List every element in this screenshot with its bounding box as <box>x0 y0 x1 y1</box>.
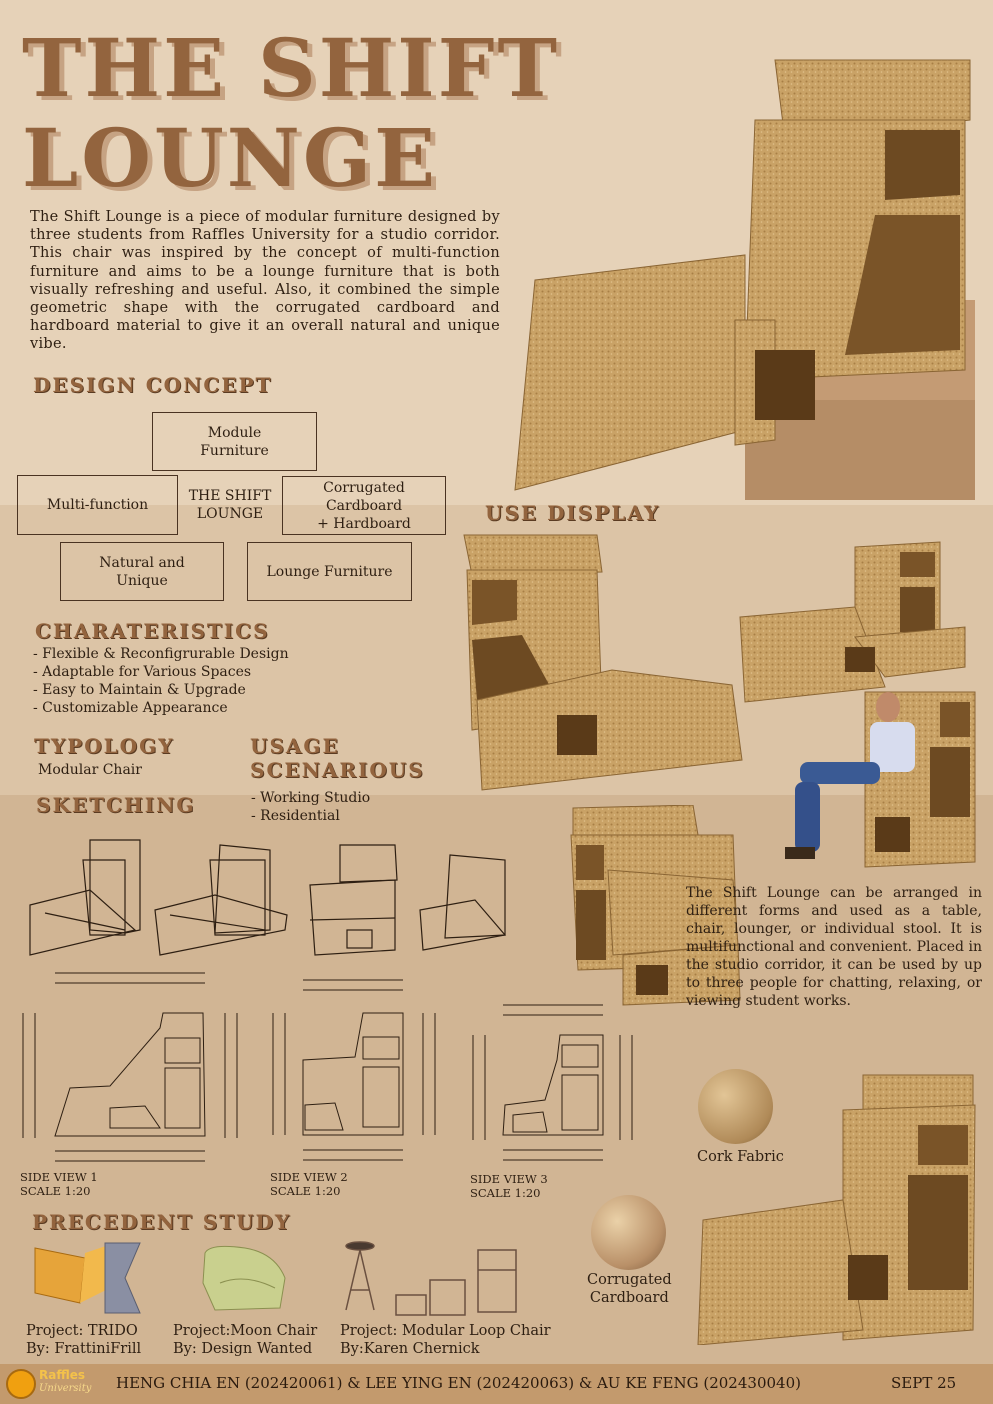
concept-box-module: Module Furniture <box>152 412 317 471</box>
title-line-2: LOUNGE <box>22 111 439 205</box>
typology-heading: TYPOLOGY <box>34 734 175 758</box>
characteristics-heading: CHARATERISTICS <box>35 619 270 643</box>
concept-center: THE SHIFT LOUNGE <box>188 488 272 522</box>
characteristic-item: - Adaptable for Various Spaces <box>33 664 252 680</box>
side-view-3-label: SIDE VIEW 3 SCALE 1:20 <box>470 1172 548 1200</box>
logo-name: Raffles <box>39 1368 86 1382</box>
cork-fabric-label: Cork Fabric <box>697 1149 784 1165</box>
footer-authors: HENG CHIA EN (202420061) & LEE YING EN (202420063) & AU KE FENG (202430040) <box>116 1374 801 1392</box>
precedent-item-1: Project: TRIDO By: FrattiniFrill <box>26 1323 142 1357</box>
characteristics-list <box>33 645 289 717</box>
characteristic-item: - Customizable Appearance <box>33 700 228 716</box>
usage-heading-line-2: SCENARIOUS <box>250 758 425 782</box>
side-view-2-label: SIDE VIEW 2 SCALE 1:20 <box>270 1170 348 1198</box>
raffles-logo-icon <box>6 1369 36 1399</box>
characteristic-item: - Flexible & Reconfigrurable Design <box>33 646 289 662</box>
side-view-2-drawing <box>265 975 445 1175</box>
precedent-trido-image <box>30 1238 150 1318</box>
usage-list <box>251 789 370 825</box>
precedent-item-2: Project:Moon Chair By: Design Wanted <box>173 1323 318 1357</box>
hero-chair-photo <box>505 50 975 500</box>
use-photo-chair-small <box>735 537 970 707</box>
usage-heading-line-1: USAGE <box>250 734 340 758</box>
side-view-1-drawing <box>15 968 245 1178</box>
use-photo-lounger <box>462 530 747 800</box>
precedent-item-3: Project: Modular Loop Chair By:Karen Chernick <box>340 1323 551 1357</box>
intro-text: The Shift Lounge is a piece of modular furniture designed by three students from Raffles University for a studio corridor. This chair was inspired by the concept of multi-function furniture and aims to be a lounge furniture that is both visually refreshing and useful. Also, it combined the simple geometric shape with the corrugated cardboard and hardboard material to give it an overall natural and unique vibe. <box>30 209 500 353</box>
corrugated-cardboard-label: Corrugated Cardboard <box>587 1272 672 1306</box>
precedent-heading: PRECEDENT STUDY <box>32 1210 292 1234</box>
concept-box-material: Corrugated Cardboard + Hardboard <box>282 476 446 535</box>
concept-box-multifunction: Multi-function <box>17 475 178 535</box>
logo-subtitle: University <box>39 1383 92 1394</box>
material-chair-photo <box>693 1070 978 1345</box>
usage-item: - Working Studio <box>251 790 371 806</box>
characteristic-item: - Easy to Maintain & Upgrade <box>33 682 246 698</box>
typology-value: Modular Chair <box>38 762 142 778</box>
design-concept-heading: DESIGN CONCEPT <box>33 373 273 397</box>
use-display-heading: USE DISPLAY <box>485 501 661 525</box>
usage-item: - Residential <box>251 808 340 824</box>
side-view-3-drawing <box>465 1000 645 1175</box>
use-photo-person-seated <box>780 687 980 877</box>
precedent-loop-chair-image <box>338 1240 528 1320</box>
title-line-1: THE SHIFT <box>22 21 561 115</box>
side-view-1-label: SIDE VIEW 1 SCALE 1:20 <box>20 1170 98 1198</box>
sketch-chairs-3-4 <box>305 840 510 960</box>
sketch-chairs-1-2 <box>25 835 295 960</box>
sketching-heading: SKETCHING <box>36 793 196 817</box>
footer-date: SEPT 25 <box>891 1374 957 1392</box>
concept-box-natural: Natural and Unique <box>60 542 224 601</box>
precedent-moon-chair-image <box>195 1238 295 1318</box>
concept-box-lounge: Lounge Furniture <box>247 542 412 601</box>
use-display-text: The Shift Lounge can be arranged in different forms and used as a table, chair, lounger, or individual stool. It is multifunctional and convenient. Placed in the studio corridor, it can be used by up to three people for chatting, relaxing, or viewing student works. <box>686 885 982 1009</box>
corrugated-cardboard-swatch <box>591 1195 666 1270</box>
